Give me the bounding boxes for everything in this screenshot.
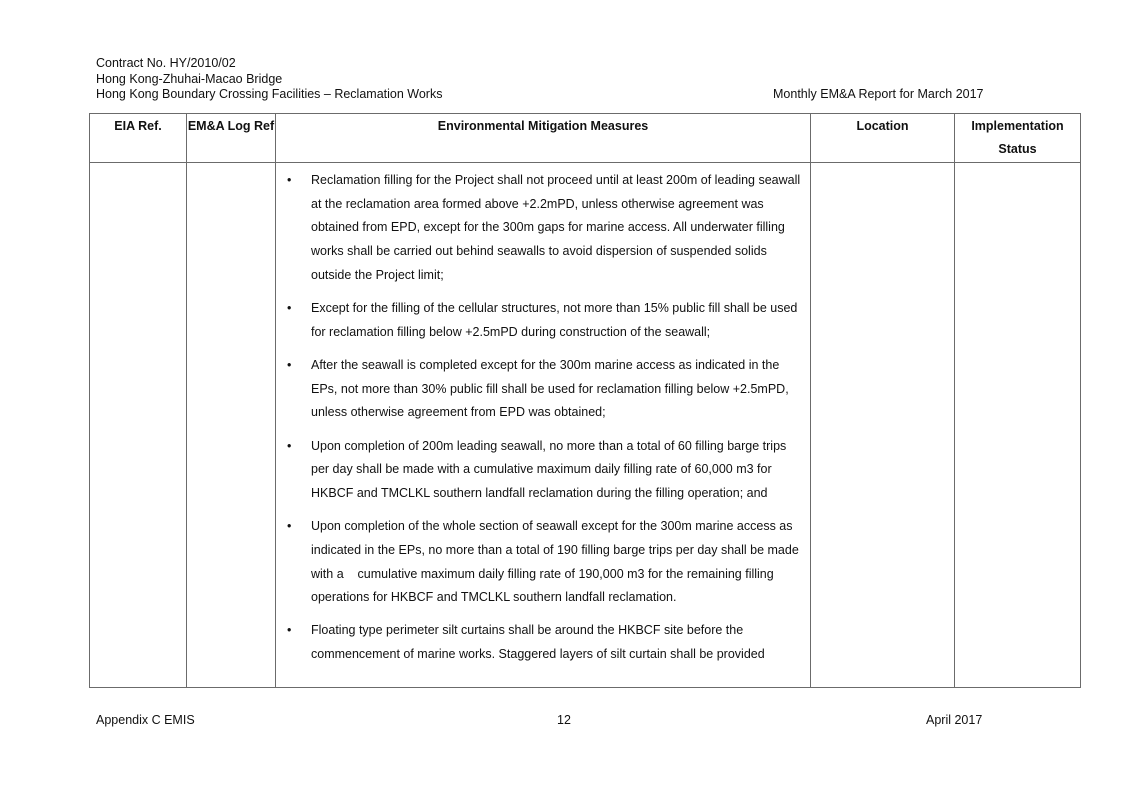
col-header-location: Location xyxy=(811,114,955,163)
report-title: Monthly EM&A Report for March 2017 xyxy=(773,87,984,101)
measure-text: After the seawall is completed except for the 300m marine access as indicated in the EPs, not more than 30% public fill shall be used for reclamation filling below +2.5mPD, unless otherwise agreement from EPD was obtained; xyxy=(311,357,789,420)
bullet-icon: • xyxy=(287,173,292,187)
list-item xyxy=(276,297,804,344)
measure-text: Upon completion of the whole section of seawall except for the 300m marine access as indicated in the EPs, no more than a total of 190 filling barge trips per day shall be made with a cumulative maximum daily filling rate of 190,000 m3 for the remaining filling operations for HKBCF and TMCLKL southern landfall reclamation. xyxy=(311,519,803,605)
col-header-status: Implementation Status xyxy=(955,114,1081,163)
col-header-eia-ref: EIA Ref. xyxy=(90,114,187,163)
document-header xyxy=(96,56,442,103)
footer-appendix: Appendix C EMIS xyxy=(96,713,195,727)
bullet-icon: • xyxy=(287,623,292,638)
cell-status xyxy=(955,163,1081,688)
bullet-icon: • xyxy=(287,519,292,534)
col-header-measures: Environmental Mitigation Measures xyxy=(276,114,811,163)
page-number: 12 xyxy=(557,713,571,727)
bullet-icon: • xyxy=(287,357,292,372)
list-item xyxy=(276,169,804,288)
cell-measures xyxy=(276,163,811,688)
bullet-icon: • xyxy=(287,301,292,316)
bullet-icon: • xyxy=(287,438,292,453)
list-item xyxy=(276,435,804,506)
footer-date: April 2017 xyxy=(926,713,983,727)
cell-ema-log-ref xyxy=(187,163,276,688)
table-row xyxy=(90,163,1081,688)
cell-location xyxy=(811,163,955,688)
measure-text: Floating type perimeter silt curtains shall be around the HKBCF site before the commencement of marine works. Staggered layers of silt curtain shall be provided xyxy=(311,623,765,662)
measure-text: Except for the filling of the cellular structures, not more than 15% public fill shall be used for reclamation filling below +2.5mPD during construction of the seawall; xyxy=(311,301,798,339)
cell-eia-ref xyxy=(90,163,187,688)
measure-text: Upon completion of 200m leading seawall, no more than a total of 60 filling barge trips per day shall be made with a cumulative maximum daily filling rate of 60,000 m3 for HKBCF and TMCLKL southern landfall reclamation during the filling operation; and xyxy=(311,438,787,500)
project-name: Hong Kong-Zhuhai-Macao Bridge xyxy=(96,71,283,86)
measure-text: Reclamation filling for the Project shall not proceed until at least 200m of leading seawall at the reclamation area formed above +2.2mPD, unless otherwise agreement was obtained from EPD, except for the 300m gaps for marine access. All underwater filling works shall be carried out behind seawalls to avoid dispersion of suspended solids outside the Project limit; xyxy=(311,173,801,282)
list-item xyxy=(276,515,804,610)
list-item xyxy=(276,619,804,666)
col-header-ema-log-ref: EM&A Log Ref xyxy=(187,114,276,163)
contract-number: Contract No. HY/2010/02 xyxy=(96,56,236,70)
list-item xyxy=(276,354,804,425)
works-name: Hong Kong Boundary Crossing Facilities – Reclamation Works xyxy=(96,87,443,101)
measures-list xyxy=(276,169,810,667)
table-header-row xyxy=(90,114,1081,163)
emis-table xyxy=(89,113,1081,688)
